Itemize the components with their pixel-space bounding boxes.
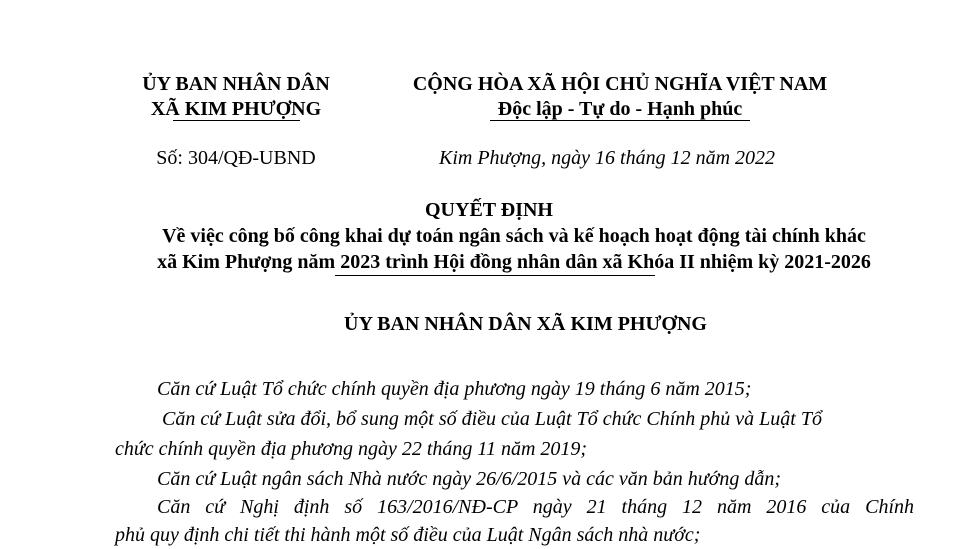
document-number: Số: 304/QĐ-UBND xyxy=(156,147,316,169)
decision-title: QUYẾT ĐỊNH xyxy=(425,199,553,221)
decision-subject-line1: Về việc công bố công khai dự toán ngân sách và kế hoạch hoạt động tài chính khác xyxy=(162,225,866,247)
legal-basis-2-cont: chức chính quyền địa phương ngày 22 tháng 11 năm 2019; xyxy=(115,438,588,460)
decision-subject-line2: xã Kim Phượng năm 2023 trình Hội đồng nhân dân xã Khóa II nhiệm kỳ 2021-2026 xyxy=(157,251,871,273)
legal-basis-4-cont: phủ quy định chi tiết thi hành một số điều của Luật Ngân sách nhà nước; xyxy=(115,524,701,546)
issuer-name: ỦY BAN NHÂN DÂN XÃ KIM PHƯỢNG xyxy=(344,313,707,335)
org-name-line1: ỦY BAN NHÂN DÂN xyxy=(142,73,330,95)
org-name-line2: XÃ KIM PHƯỢNG xyxy=(150,98,322,120)
org-name-underline xyxy=(173,120,300,121)
place-date: Kim Phượng, ngày 16 tháng 12 năm 2022 xyxy=(439,147,776,169)
legal-basis-3: Căn cứ Luật ngân sách Nhà nước ngày 26/6/2015 và các văn bản hướng dẫn; xyxy=(157,468,782,490)
legal-basis-4: Căn cứ Nghị định số 163/2016/NĐ-CP ngày 21 tháng 12 năm 2016 của Chính xyxy=(157,496,914,518)
national-motto: Độc lập - Tự do - Hạnh phúc xyxy=(497,98,743,120)
legal-basis-1: Căn cứ Luật Tổ chức chính quyền địa phương ngày 19 tháng 6 năm 2015; xyxy=(157,378,752,400)
national-title: CỘNG HÒA XÃ HỘI CHỦ NGHĨA VIỆT NAM xyxy=(412,73,828,95)
motto-underline xyxy=(490,120,750,121)
legal-basis-2: Căn cứ Luật sửa đổi, bổ sung một số điều của Luật Tổ chức Chính phủ và Luật Tổ xyxy=(162,408,822,430)
subject-underline xyxy=(335,275,655,276)
